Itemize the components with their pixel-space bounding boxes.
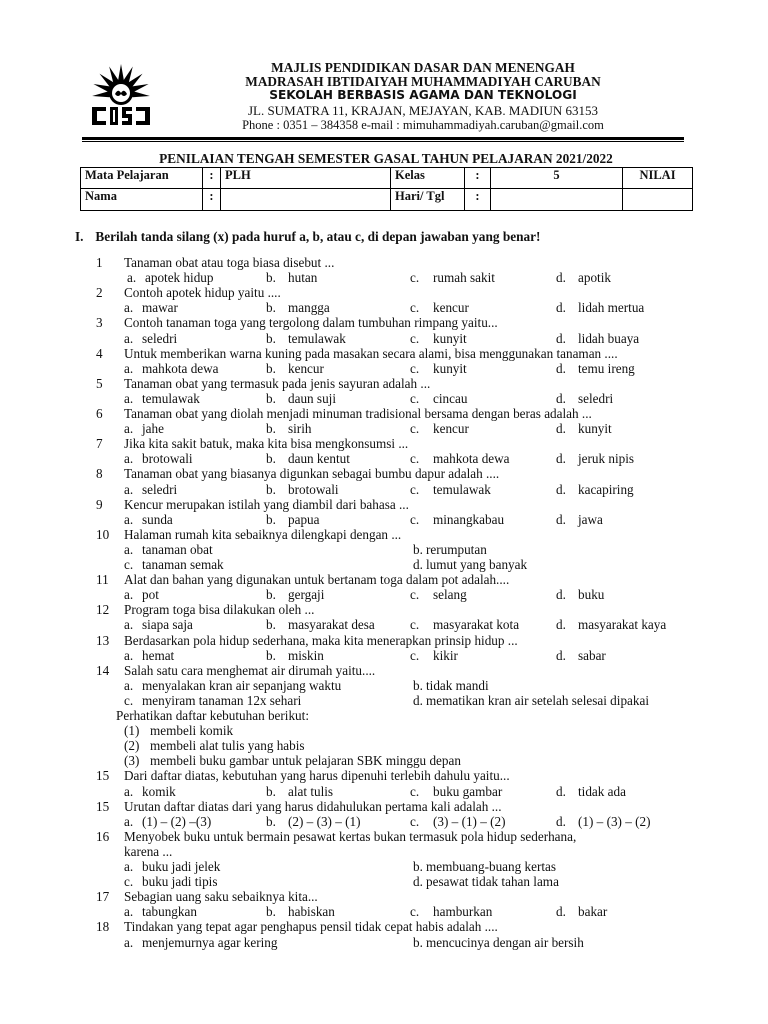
list-item-number: (3) <box>124 753 140 768</box>
option-d-text[interactable]: jawa <box>578 512 603 527</box>
option-b-letter[interactable]: b. <box>266 784 276 799</box>
score-field[interactable] <box>623 189 693 211</box>
option-b-text[interactable]: daun kentut <box>288 451 350 466</box>
option-c-letter[interactable]: c. <box>410 784 420 799</box>
list-item-number: (2) <box>124 738 140 753</box>
option-b-letter[interactable]: b. <box>413 859 423 874</box>
header-line-3: SEKOLAH BERBASIS AGAMA DAN TEKNOLOGI <box>269 88 577 102</box>
question-number: 10 <box>96 527 110 542</box>
question-number: 18 <box>96 919 110 934</box>
score-label: NILAI <box>623 168 693 189</box>
question-number: 4 <box>96 346 103 361</box>
option-c-text[interactable]: mahkota dewa <box>433 451 510 466</box>
option-c-text[interactable]: buku jadi tipis <box>142 874 218 889</box>
option-b-letter[interactable]: b. <box>413 678 423 693</box>
option-c-text[interactable]: kikir <box>433 648 458 663</box>
option-c-letter[interactable]: c. <box>124 874 134 889</box>
option-a-text[interactable]: menyalakan kran air sepanjang waktu <box>142 678 342 693</box>
option-a-letter[interactable]: a. <box>124 512 134 527</box>
option-c-letter[interactable]: c. <box>410 361 420 376</box>
option-b-letter[interactable]: b. <box>266 421 276 436</box>
reading-prompt: Perhatikan daftar kebutuhan berikut: <box>116 708 309 723</box>
question-number: 1 <box>96 255 103 270</box>
option-b-text[interactable]: tidak mandi <box>426 678 489 693</box>
option-a-text[interactable]: tanaman obat <box>142 542 213 557</box>
question-number: 14 <box>96 663 110 678</box>
option-b-letter[interactable]: b. <box>266 270 276 285</box>
list-item-number: (1) <box>124 723 140 738</box>
question-number: 16 <box>96 829 110 844</box>
option-d-text[interactable]: sabar <box>578 648 606 663</box>
option-b-letter[interactable]: b. <box>413 935 423 950</box>
option-b-letter[interactable]: b. <box>266 300 276 315</box>
option-d-text[interactable]: masyarakat kaya <box>578 617 667 632</box>
option-b-text[interactable]: mencucinya dengan air bersih <box>426 935 584 950</box>
option-a-letter[interactable]: a. <box>124 331 134 346</box>
option-b-letter[interactable]: b. <box>266 648 276 663</box>
question-number: 12 <box>96 602 110 617</box>
option-a-text[interactable]: sunda <box>142 512 173 527</box>
option-a-text[interactable]: hemat <box>142 648 175 663</box>
question-text: Untuk memberikan warna kuning pada masakan secara alami, bisa menggunakan tanaman .... <box>124 346 618 361</box>
option-b-text[interactable]: alat tulis <box>288 784 334 799</box>
option-b-text[interactable]: miskin <box>288 648 324 663</box>
question-number: 9 <box>96 497 103 512</box>
colon: : <box>203 168 221 189</box>
question-text: karena ... <box>124 844 173 859</box>
option-a-text[interactable]: mahkota dewa <box>142 361 219 376</box>
subject-label: Mata Pelajaran <box>81 168 203 189</box>
option-d-text[interactable]: pesawat tidak tahan lama <box>426 874 559 889</box>
question-text: Salah satu cara menghemat air dirumah yaitu.... <box>124 663 376 678</box>
option-c-text[interactable]: rumah sakit <box>433 270 495 285</box>
option-c-letter[interactable]: c. <box>410 617 420 632</box>
option-a-letter[interactable]: a. <box>124 482 134 497</box>
option-a-letter[interactable]: a. <box>124 617 134 632</box>
option-c-text[interactable]: hamburkan <box>433 904 493 919</box>
question-number: 15 <box>96 799 110 814</box>
option-a-letter[interactable]: a. <box>124 904 134 919</box>
option-a-letter[interactable]: a. <box>124 678 134 693</box>
school-logo <box>86 63 156 133</box>
option-b-text[interactable]: daun suji <box>288 391 336 406</box>
option-a-letter[interactable]: a. <box>124 361 134 376</box>
option-c-text[interactable]: temulawak <box>433 482 491 497</box>
option-c-letter[interactable]: c. <box>410 270 420 285</box>
question-text: Tindakan yang tepat agar penghapus pensil tidak cepat habis adalah .... <box>124 919 498 934</box>
option-d-letter[interactable]: d. <box>413 557 423 572</box>
option-a-letter[interactable]: a. <box>124 451 134 466</box>
student-info-table <box>80 167 693 211</box>
subject-value[interactable]: PLH <box>221 168 391 189</box>
option-d-text[interactable]: bakar <box>578 904 608 919</box>
list-item-text: membeli alat tulis yang habis <box>150 738 305 753</box>
question-text: Tanaman obat yang termasuk pada jenis sayuran adalah ... <box>124 376 431 391</box>
question-text: Halaman rumah kita sebaiknya dilengkapi dengan ... <box>124 527 402 542</box>
section-instruction <box>75 229 541 245</box>
option-c-letter[interactable]: c. <box>410 587 420 602</box>
option-b-letter[interactable]: b. <box>266 814 276 829</box>
option-c-letter[interactable]: c. <box>124 693 134 708</box>
option-c-text[interactable]: tanaman semak <box>142 557 224 572</box>
option-d-letter[interactable]: d. <box>556 814 566 829</box>
option-a-letter[interactable]: a. <box>124 391 134 406</box>
option-d-text[interactable]: tidak ada <box>578 784 626 799</box>
class-value[interactable]: 5 <box>491 168 623 189</box>
option-d-text[interactable]: apotik <box>578 270 611 285</box>
option-b-text[interactable]: mangga <box>288 300 330 315</box>
option-b-letter[interactable]: b. <box>266 331 276 346</box>
option-c-letter[interactable]: c. <box>124 557 134 572</box>
option-d-text[interactable]: jeruk nipis <box>578 451 635 466</box>
option-d-letter[interactable]: d. <box>556 587 566 602</box>
question-text: Contoh apotek hidup yaitu .... <box>124 285 281 300</box>
option-a-letter[interactable]: a. <box>124 859 134 874</box>
list-item-text: membeli komik <box>150 723 234 738</box>
option-c-text[interactable]: menyiram tanaman 12x sehari <box>142 693 302 708</box>
option-a-text[interactable]: menjemurnya agar kering <box>142 935 278 950</box>
option-d-letter[interactable]: d. <box>556 421 566 436</box>
option-a-letter[interactable]: a. <box>124 648 134 663</box>
class-label: Kelas <box>391 168 465 189</box>
question-text: Program toga bisa dilakukan oleh ... <box>124 602 315 617</box>
question-number: 15 <box>96 768 110 783</box>
colon: : <box>465 168 491 189</box>
question-text: Contoh tanaman toga yang tergolong dalam tumbuhan rimpang yaitu... <box>124 315 498 330</box>
header-line-1: MAJLIS PENDIDIKAN DASAR DAN MENENGAH <box>271 60 575 75</box>
option-d-letter[interactable]: d. <box>556 617 566 632</box>
option-d-text[interactable]: kunyit <box>578 421 612 436</box>
option-c-text[interactable]: minangkabau <box>433 512 505 527</box>
option-c-letter[interactable]: c. <box>410 331 420 346</box>
date-label: Hari/ Tgl <box>391 189 465 211</box>
option-d-text[interactable]: seledri <box>578 391 614 406</box>
option-d-letter[interactable]: d. <box>556 482 566 497</box>
option-b-letter[interactable]: b. <box>266 361 276 376</box>
option-c-letter[interactable]: c. <box>410 451 420 466</box>
option-c-letter[interactable]: c. <box>410 391 420 406</box>
option-d-text[interactable]: mematikan kran air setelah selesai dipakai <box>426 693 649 708</box>
option-a-letter[interactable]: a. <box>124 542 134 557</box>
option-b-letter[interactable]: b. <box>413 542 423 557</box>
option-b-text[interactable]: papua <box>288 512 320 527</box>
question-number: 8 <box>96 466 103 481</box>
question-number: 3 <box>96 315 103 330</box>
header-line-2: MADRASAH IBTIDAIYAH MUHAMMADIYAH CARUBAN <box>245 74 601 89</box>
option-b-text[interactable]: brotowali <box>288 482 339 497</box>
option-c-letter[interactable]: c. <box>410 421 420 436</box>
instruction-text: Berilah tanda silang (x) pada huruf a, b, atau c, di depan jawaban yang benar! <box>95 229 541 244</box>
option-b-text[interactable]: rerumputan <box>426 542 487 557</box>
option-a-text[interactable]: jahe <box>142 421 164 436</box>
option-b-letter[interactable]: b. <box>266 587 276 602</box>
school-address: JL. SUMATRA 11, KRAJAN, MEJAYAN, KAB. MADIUN 63153 <box>247 103 599 118</box>
option-b-text[interactable]: membuang-buang kertas <box>426 859 557 874</box>
exam-title: PENILAIAN TENGAH SEMESTER GASAL TAHUN PELAJARAN 2021/2022 <box>159 151 613 166</box>
option-d-text[interactable]: buku <box>578 587 605 602</box>
question-text: Tanaman obat yang biasanya digunkan sebagai bumbu dapur adalah .... <box>124 466 500 481</box>
option-d-text[interactable]: lumut yang banyak <box>426 557 528 572</box>
option-c-letter[interactable]: c. <box>410 814 420 829</box>
option-c-text[interactable]: kencur <box>433 300 469 315</box>
question-number: 13 <box>96 633 110 648</box>
question-number: 2 <box>96 285 103 300</box>
option-d-letter[interactable]: d. <box>413 874 423 889</box>
option-b-text[interactable]: temulawak <box>288 331 346 346</box>
question-number: 5 <box>96 376 103 391</box>
option-a-letter[interactable]: a. <box>124 784 134 799</box>
option-c-text[interactable]: selang <box>433 587 467 602</box>
question-text: Menyobek buku untuk bermain pesawat kertas bukan termasuk pola hidup sederhana, <box>124 829 577 844</box>
option-a-text[interactable]: komik <box>142 784 176 799</box>
option-a-text[interactable]: apotek hidup <box>145 270 214 285</box>
option-b-text[interactable]: gergaji <box>288 587 325 602</box>
option-c-letter[interactable]: c. <box>410 482 420 497</box>
question-text: Dari daftar diatas, kebutuhan yang harus dipenuhi terlebih dahulu yaitu... <box>124 768 510 783</box>
option-d-letter[interactable]: d. <box>556 648 566 663</box>
option-c-text[interactable]: kencur <box>433 421 469 436</box>
option-d-letter[interactable]: d. <box>556 300 566 315</box>
question-text: Urutan daftar diatas dari yang harus didahulukan pertama kali adalah ... <box>124 799 502 814</box>
option-a-text[interactable]: temulawak <box>142 391 200 406</box>
option-a-text[interactable]: brotowali <box>142 451 193 466</box>
option-b-text[interactable]: masyarakat desa <box>288 617 375 632</box>
name-field[interactable] <box>221 189 391 211</box>
school-contact: Phone : 0351 – 384358 e-mail : mimuhammadiyah.caruban@gmail.com <box>242 118 604 132</box>
section-number: I. <box>75 229 84 244</box>
option-d-letter[interactable]: d. <box>413 693 423 708</box>
option-d-letter[interactable]: d. <box>556 904 566 919</box>
question-text: Jika kita sakit batuk, maka kita bisa mengkonsumsi ... <box>124 436 409 451</box>
option-d-letter[interactable]: d. <box>556 391 566 406</box>
option-a-text[interactable]: mawar <box>142 300 178 315</box>
option-d-letter[interactable]: d. <box>556 512 566 527</box>
header-divider <box>82 137 684 140</box>
option-d-text[interactable]: temu ireng <box>578 361 635 376</box>
option-c-text[interactable]: buku gambar <box>433 784 503 799</box>
option-d-text[interactable]: lidah buaya <box>578 331 640 346</box>
option-a-text[interactable]: (1) – (2) –(3) <box>142 814 212 829</box>
option-c-text[interactable]: kunyit <box>433 331 467 346</box>
option-b-text[interactable]: sirih <box>288 421 312 436</box>
option-a-text[interactable]: seledri <box>142 482 178 497</box>
option-b-letter[interactable]: b. <box>266 512 276 527</box>
option-b-text[interactable]: kencur <box>288 361 324 376</box>
option-d-text[interactable]: (1) – (3) – (2) <box>578 814 651 829</box>
option-a-letter[interactable]: a. <box>127 270 137 285</box>
question-text: Berdasarkan pola hidup sederhana, maka kita menerapkan prinsip hidup ... <box>124 633 518 648</box>
option-d-letter[interactable]: d. <box>556 331 566 346</box>
option-a-text[interactable]: siapa saja <box>142 617 193 632</box>
question-number: 11 <box>96 572 109 587</box>
option-a-text[interactable]: tabungkan <box>142 904 197 919</box>
option-d-letter[interactable]: d. <box>556 451 566 466</box>
question-number: 6 <box>96 406 103 421</box>
option-c-text[interactable]: masyarakat kota <box>433 617 520 632</box>
question-text: Tanaman obat yang diolah menjadi minuman tradisional bersama dengan beras adalah ... <box>124 406 592 421</box>
option-a-text[interactable]: buku jadi jelek <box>142 859 221 874</box>
question-number: 7 <box>96 436 103 451</box>
option-a-letter[interactable]: a. <box>124 300 134 315</box>
option-b-letter[interactable]: b. <box>266 451 276 466</box>
option-d-letter[interactable]: d. <box>556 784 566 799</box>
option-c-letter[interactable]: c. <box>410 512 420 527</box>
question-text: Sebagian uang saku sebaiknya kita... <box>124 889 318 904</box>
option-c-text[interactable]: cincau <box>433 391 468 406</box>
option-c-letter[interactable]: c. <box>410 300 420 315</box>
question-text: Alat dan bahan yang digunakan untuk bertanam toga dalam pot adalah.... <box>124 572 510 587</box>
option-b-letter[interactable]: b. <box>266 904 276 919</box>
option-c-text[interactable]: kunyit <box>433 361 467 376</box>
option-a-text[interactable]: pot <box>142 587 159 602</box>
option-d-letter[interactable]: d. <box>556 270 566 285</box>
option-a-letter[interactable]: a. <box>124 587 134 602</box>
header-divider-thin <box>82 141 684 142</box>
option-b-text[interactable]: hutan <box>288 270 318 285</box>
option-c-letter[interactable]: c. <box>410 904 420 919</box>
name-label: Nama <box>81 189 203 211</box>
colon: : <box>203 189 221 211</box>
option-b-letter[interactable]: b. <box>266 391 276 406</box>
option-a-letter[interactable]: a. <box>124 421 134 436</box>
question-text: Tanaman obat atau toga biasa disebut ... <box>124 255 335 270</box>
question-text: Kencur merupakan istilah yang diambil dari bahasa ... <box>124 497 409 512</box>
date-field[interactable] <box>491 189 623 211</box>
option-b-letter[interactable]: b. <box>266 482 276 497</box>
option-a-letter[interactable]: a. <box>124 814 134 829</box>
option-b-text[interactable]: habiskan <box>288 904 335 919</box>
option-c-letter[interactable]: c. <box>410 648 420 663</box>
list-item-text: membeli buku gambar untuk pelajaran SBK minggu depan <box>150 753 461 768</box>
colon: : <box>465 189 491 211</box>
option-a-letter[interactable]: a. <box>124 935 134 950</box>
option-b-text[interactable]: (2) – (3) – (1) <box>288 814 361 829</box>
option-d-text[interactable]: kacapiring <box>578 482 634 497</box>
option-d-text[interactable]: lidah mertua <box>578 300 645 315</box>
option-d-letter[interactable]: d. <box>556 361 566 376</box>
question-number: 17 <box>96 889 110 904</box>
option-c-text[interactable]: (3) – (1) – (2) <box>433 814 506 829</box>
option-b-letter[interactable]: b. <box>266 617 276 632</box>
option-a-text[interactable]: seledri <box>142 331 178 346</box>
